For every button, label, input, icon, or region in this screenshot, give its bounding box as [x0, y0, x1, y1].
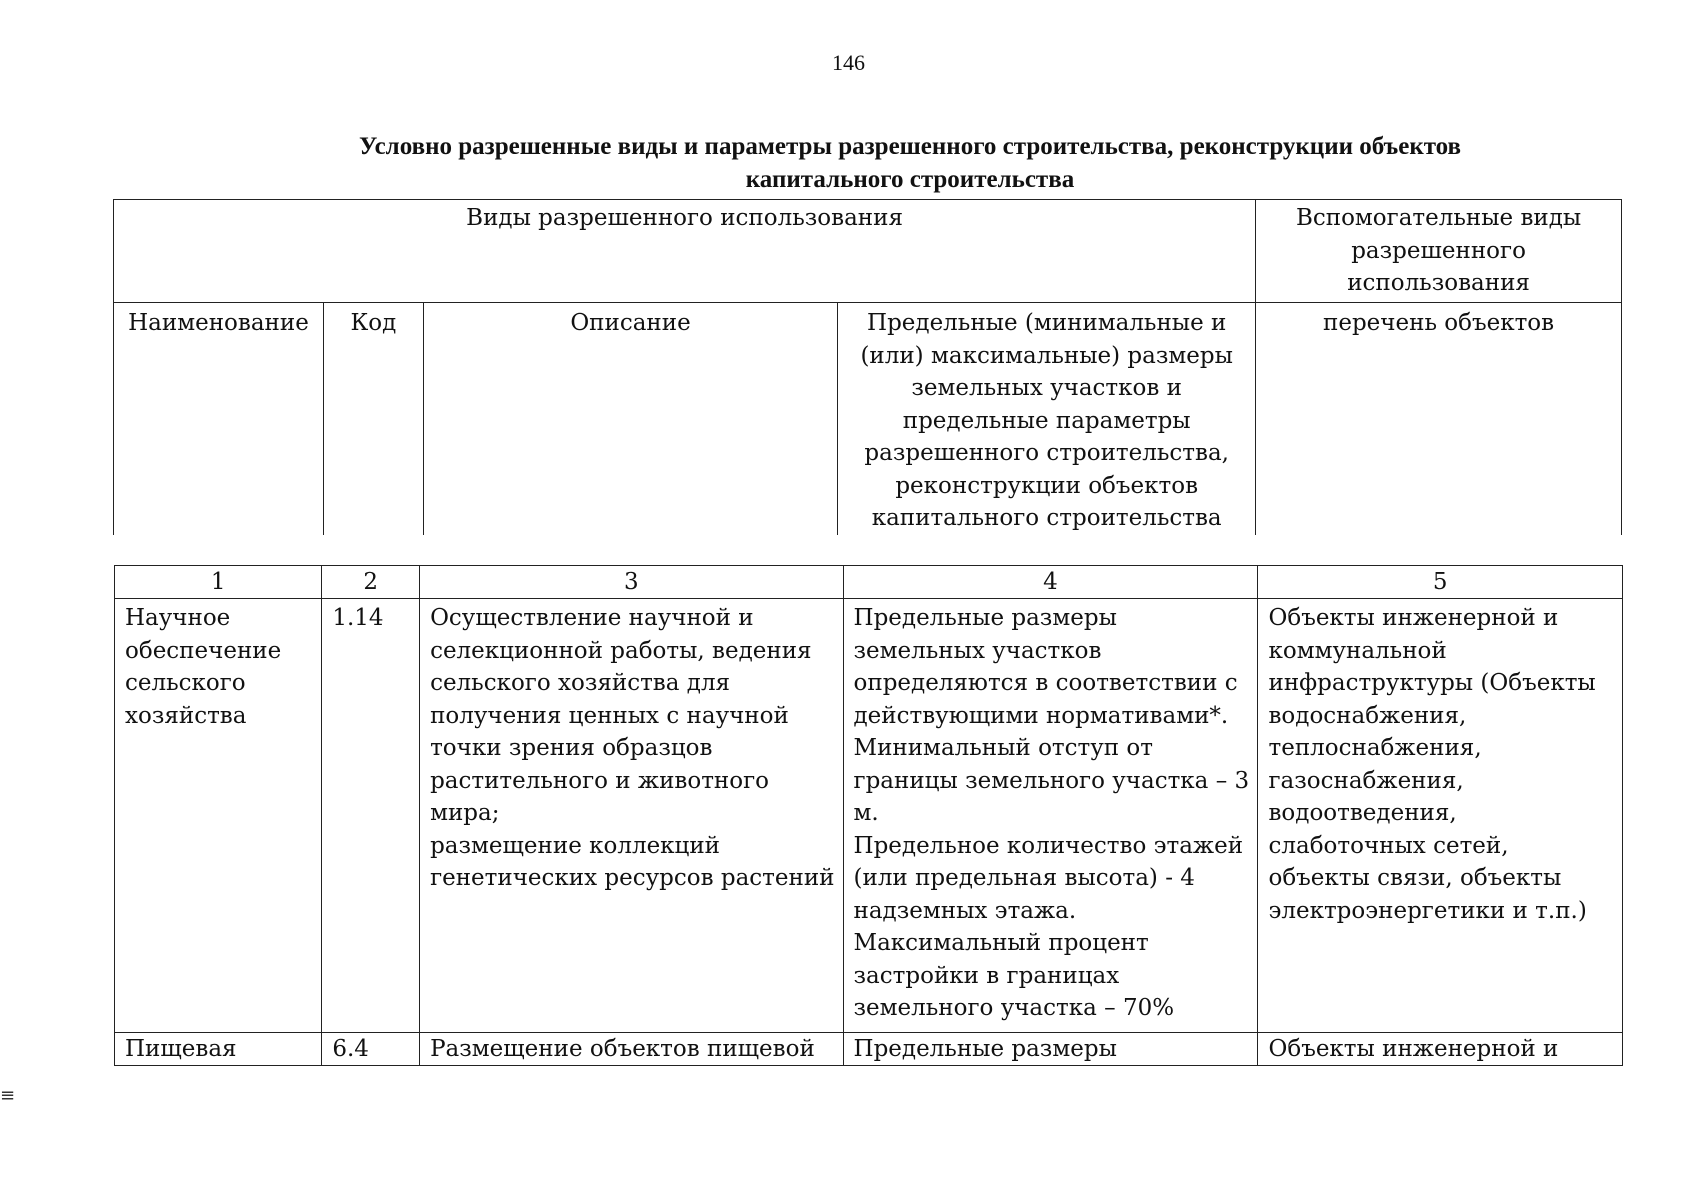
text-line: сельского хозяйства для	[430, 670, 731, 696]
text-line: получения ценных с научной	[430, 702, 789, 729]
text-line: сельского	[125, 670, 246, 696]
text-line: мира;	[430, 800, 500, 826]
text-line: водоснабжения,	[1268, 702, 1467, 729]
header-params-line: капитального строительства	[871, 505, 1222, 531]
text-line: Осуществление научной и	[430, 605, 754, 631]
text-line: обеспечение	[125, 637, 282, 664]
header-params-line: земельных участков и	[911, 375, 1182, 401]
text-line: размещение коллекций	[430, 832, 720, 859]
cell-auxiliary-objects: Объекты инженерной и	[1258, 1033, 1623, 1066]
text-line: коммунальной	[1268, 637, 1447, 664]
text-line: инфраструктуры (Объекты	[1268, 670, 1596, 696]
column-number: 5	[1258, 566, 1623, 599]
text-line: хозяйства	[125, 702, 247, 729]
table-title	[190, 130, 1630, 196]
text-line: растительного и животного	[430, 767, 770, 794]
header-aux-line: использования	[1347, 270, 1530, 296]
header-params-line: (или) максимальные) размеры	[860, 342, 1233, 369]
cell-parameters	[843, 599, 1258, 1033]
text-line: Минимальный отступ от	[853, 735, 1153, 761]
text-line: м.	[853, 800, 879, 826]
header-params-line: реконструкции объектов	[895, 472, 1199, 499]
cell-name: Пищевая	[115, 1033, 322, 1066]
body-table	[114, 565, 1623, 1066]
column-number: 2	[322, 566, 420, 599]
header-col-object-list: перечень объектов	[1256, 303, 1622, 536]
text-line: застройки в границах	[853, 962, 1120, 989]
text-line: селекционной работы, ведения	[430, 637, 812, 664]
text-line: Предельное количество этажей	[853, 832, 1244, 859]
cell-code: 1.14	[322, 599, 420, 1033]
header-table	[113, 199, 1622, 535]
text-line: Научное	[125, 605, 231, 631]
cell-description: Размещение объектов пищевой	[420, 1033, 843, 1066]
cell-name	[115, 599, 322, 1033]
header-params-line: предельные параметры	[902, 407, 1191, 434]
column-number: 4	[843, 566, 1258, 599]
title-line-2: капитального строительства	[745, 166, 1075, 193]
header-col-description: Описание	[423, 303, 837, 536]
margin-mark: ≡	[0, 1085, 16, 1106]
header-group-auxiliary-uses	[1256, 200, 1622, 303]
text-line: земельного участка – 70%	[853, 995, 1175, 1021]
text-line: газоснабжения,	[1268, 767, 1464, 794]
text-line: электроэнергетики и т.п.)	[1268, 897, 1587, 924]
text-line: Предельные размеры	[853, 605, 1117, 631]
text-line: определяются в соответствии с	[853, 670, 1238, 696]
text-line: объекты связи, объекты	[1268, 865, 1562, 891]
header-params-line: разрешенного строительства,	[864, 440, 1229, 466]
text-line: генетических ресурсов растений	[430, 865, 835, 891]
header-col-code: Код	[323, 303, 423, 536]
text-line: надземных этажа.	[853, 897, 1077, 924]
cell-auxiliary-objects	[1258, 599, 1623, 1033]
text-line: (или предельная высота) - 4	[853, 865, 1195, 891]
column-number: 3	[420, 566, 843, 599]
header-aux-line: разрешенного	[1351, 237, 1526, 264]
text-line: точки зрения образцов	[430, 735, 713, 761]
header-aux-line: Вспомогательные виды	[1295, 205, 1582, 231]
text-line: теплоснабжения,	[1268, 735, 1482, 761]
column-number-row	[115, 566, 1623, 599]
text-line: границы земельного участка – 3	[853, 767, 1250, 794]
page-number: 146	[832, 50, 865, 75]
text-line: Максимальный процент	[853, 930, 1149, 956]
text-line: водоотведения,	[1268, 800, 1457, 826]
header-col-parameters	[838, 303, 1256, 536]
text-line: действующими нормативами*.	[853, 702, 1229, 729]
header-params-line: Предельные (минимальные и	[867, 310, 1227, 336]
text-line: слаботочных сетей,	[1268, 832, 1509, 859]
header-group-permitted-uses: Виды разрешенного использования	[114, 200, 1256, 303]
column-number: 1	[115, 566, 322, 599]
text-line: Объекты инженерной и	[1268, 605, 1559, 631]
cell-parameters: Предельные размеры	[843, 1033, 1258, 1066]
header-col-name: Наименование	[114, 303, 324, 536]
title-line-1: Условно разрешенные виды и параметры разрешенного строительства, реконструкции объектов	[358, 133, 1462, 160]
text-line: земельных участков	[853, 637, 1102, 664]
cell-description	[420, 599, 843, 1033]
cell-code: 6.4	[322, 1033, 420, 1066]
table-row	[115, 599, 1623, 1033]
table-row	[115, 1033, 1623, 1066]
